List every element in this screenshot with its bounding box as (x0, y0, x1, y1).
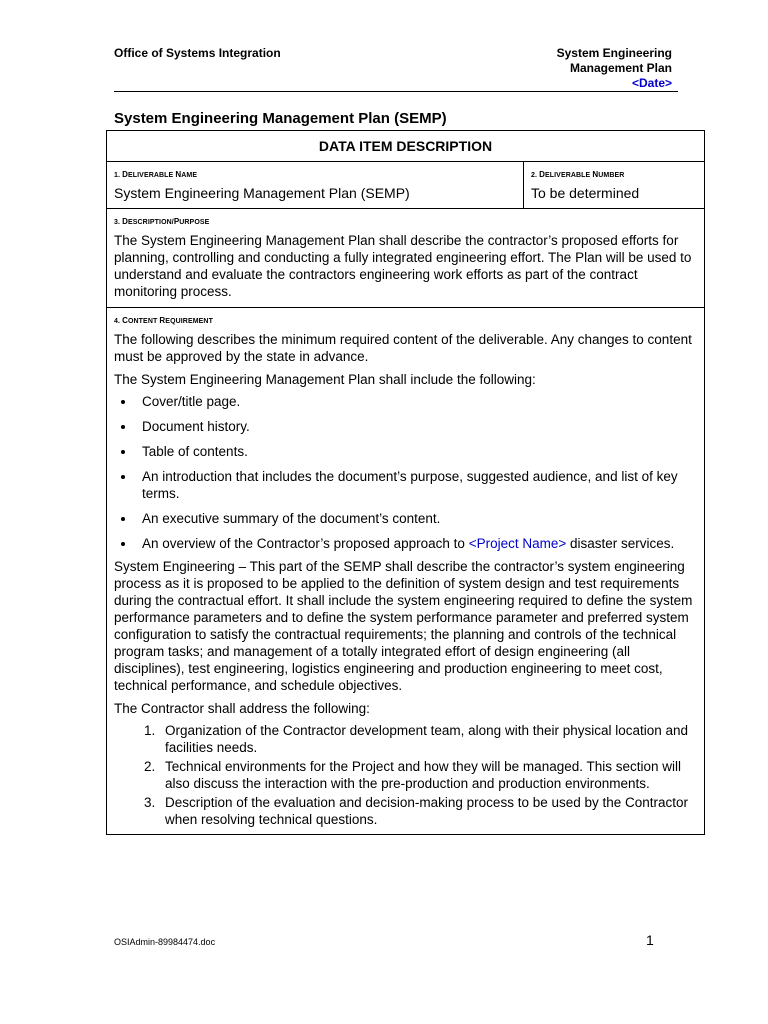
header-date: <Date> (631, 76, 672, 90)
footer-filename: OSIAdmin-89984474.doc (114, 937, 216, 947)
list-item: 3. Description of the evaluation and decision-making process to be used by the Contractor when resolving technical questions. (159, 794, 697, 828)
project-name-placeholder: <Project Name> (468, 536, 567, 551)
list-item: 1. Organization of the Contractor development team, along with their physical location and facilities needs. (159, 722, 697, 756)
content-requirement-label: 4. CONTENT REQUIREMENT (114, 316, 213, 325)
address-numbered-list (114, 722, 697, 828)
address-lead: The Contractor shall address the following: (114, 701, 370, 716)
content-lead: The System Engineering Management Plan shall include the following: (114, 372, 536, 387)
deliverable-name-label: 1. DELIVERABLE NAME (114, 170, 198, 179)
data-item-description-table (106, 130, 705, 835)
deliverable-name-cell (107, 162, 524, 209)
purpose-cell (107, 209, 705, 308)
deliverable-number-label: 2. DELIVERABLE NUMBER (531, 170, 625, 179)
purpose-text: The System Engineering Management Plan shall describe the contractor’s proposed efforts for planning, controlling and conducting a fully integrated engineering effort. The Plan will be used to understand and evaluate the contractors engineering work efforts as part of the contract monitoring process. (114, 233, 692, 299)
list-item: • An overview of the Contractor’s proposed approach to <Project Name> disaster services. (136, 535, 697, 552)
document-title: System Engineering Management Plan (SEMP) (114, 110, 447, 127)
page-number: 1 (646, 932, 654, 948)
header-office: Office of Systems Integration (114, 46, 281, 60)
purpose-label: 3. DESCRIPTION/PURPOSE (114, 217, 210, 226)
system-engineering-paragraph: System Engineering – This part of the SEMP shall describe the contractor’s system engineering process as it is proposed to be applied to the definition of system design and test requirements during the contractual effort. It shall include the system engineering required to define the system performance parameters and to define the system performance parameter and preferred system configuration to satisfy the contractual requirements; the planning and controls of the technical program tasks; and management of a totally integrated effort of design engineering (all disciplines), test engineering, logistics engineering and production engineering to meet cost, technical performance, and schedule objectives. (114, 559, 693, 693)
header-divider (114, 91, 678, 92)
list-item: 2. Technical environments for the Project and how they will be managed. This section will also discuss the interaction with the pre-production and production environments. (159, 758, 697, 792)
header-doc-title (557, 46, 672, 91)
header-doc-line1: System Engineering (556, 46, 672, 60)
deliverable-number-value: To be determined (531, 185, 640, 201)
list-item: • An executive summary of the document’s content. (136, 510, 697, 527)
list-item: • Document history. (136, 418, 697, 435)
list-item: • An introduction that includes the document’s purpose, suggested audience, and list of key terms. (136, 468, 697, 502)
list-item: • Table of contents. (136, 443, 697, 460)
content-requirement-cell (107, 308, 705, 835)
table-banner: DATA ITEM DESCRIPTION (107, 131, 705, 162)
content-intro: The following describes the minimum required content of the deliverable. Any changes to content must be approved by the state in advance. (114, 332, 692, 364)
content-bullet-list (114, 393, 697, 552)
deliverable-number-cell (524, 162, 705, 209)
deliverable-name-value: System Engineering Management Plan (SEMP) (114, 185, 410, 201)
list-item: • Cover/title page. (136, 393, 697, 410)
header-doc-line2: Management Plan (569, 61, 672, 75)
